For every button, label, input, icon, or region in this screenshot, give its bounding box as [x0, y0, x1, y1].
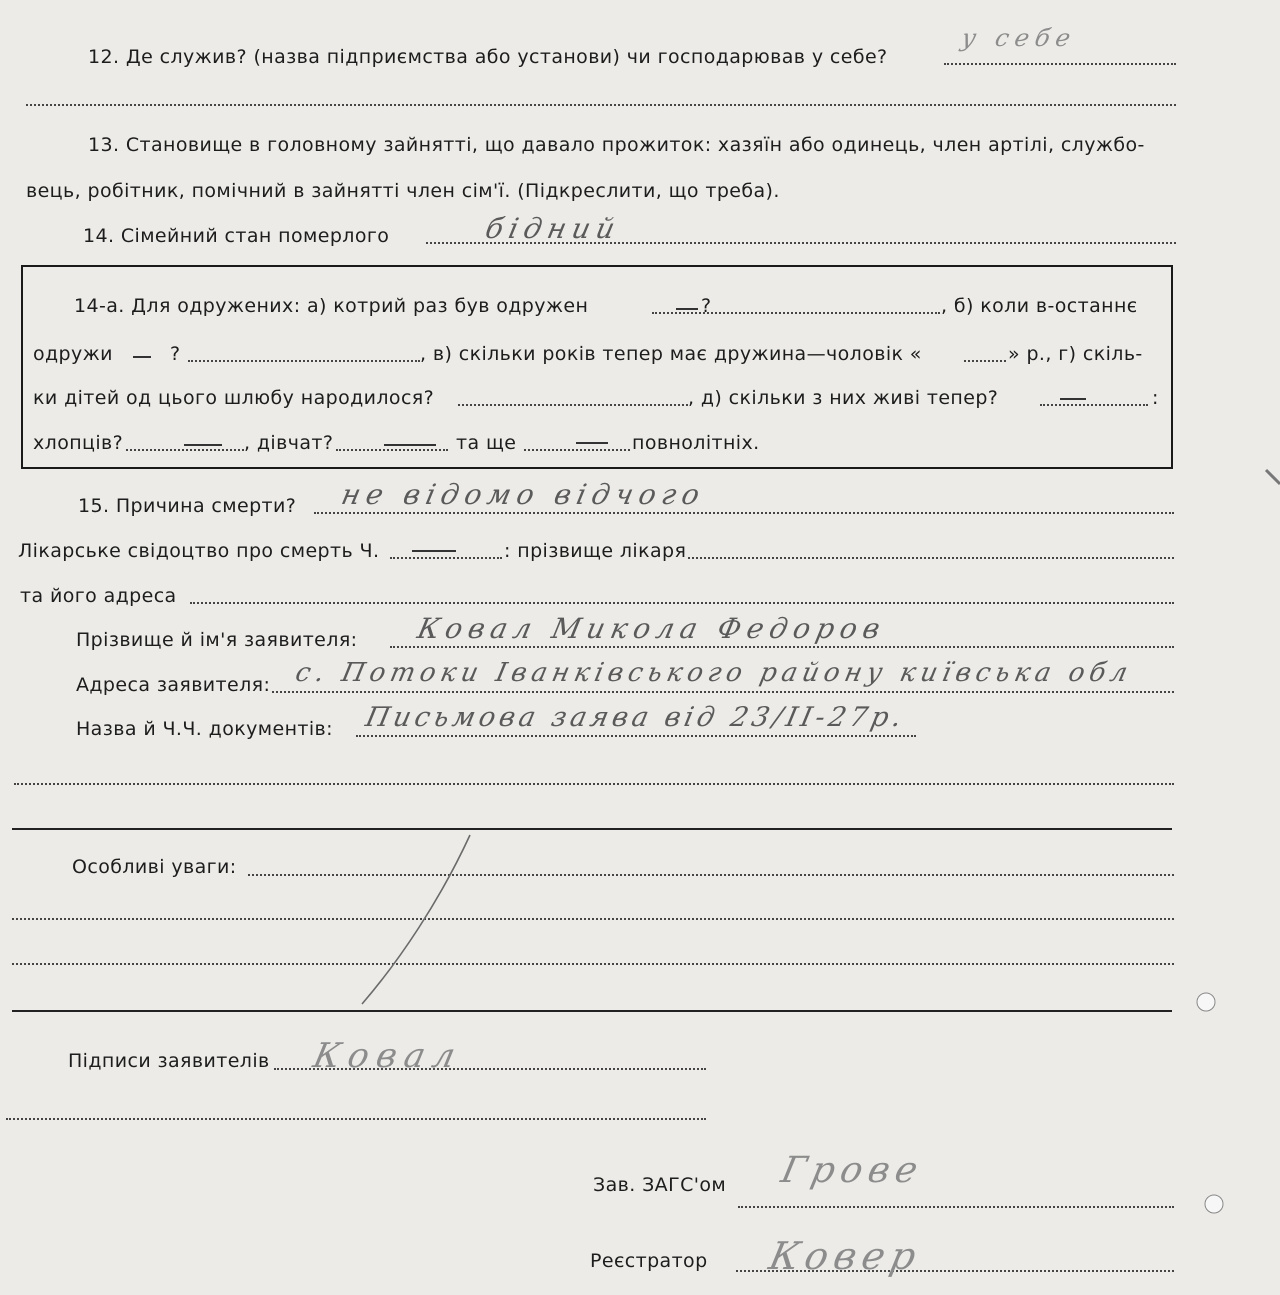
applicant-docs-value: Письмова заява від 23/ІІ-27р. — [362, 702, 909, 733]
q14a-line4-d: повнолітніх. — [632, 432, 760, 454]
applicant-docs-label: Назва й Ч.Ч. документів: — [76, 718, 333, 740]
q14a-line2-a: одружи — [33, 343, 113, 365]
q14-label: 14. Сімейний стан померлого — [83, 225, 390, 247]
q14a-line1-a: 14-а. Для одружених: а) котрий раз був одружен — [74, 295, 589, 317]
applicant-name-label: Прізвище й ім'я заявителя: — [76, 629, 358, 651]
registrar-signature: Ковер — [765, 1234, 926, 1278]
q14a-line4-a: хлопців? — [33, 432, 124, 454]
q12-answer: у себе — [959, 24, 1080, 52]
medical-cert-label: Лікарське свідоцтво про смерть Ч. — [18, 540, 380, 562]
zags-head-label: Зав. ЗАГС'ом — [593, 1174, 727, 1196]
notes-label: Особливі уваги: — [72, 856, 237, 878]
binding-hole-2 — [1205, 1195, 1223, 1213]
q13-line-1: 13. Становище в головному зайнятті, що давало прожиток: хазяїн або одинець, член артілі, службо- — [88, 134, 1145, 156]
applicant-address-label: Адреса заявителя: — [76, 674, 271, 696]
applicants-signature-value: Ковал — [309, 1036, 467, 1076]
q15-label: 15. Причина смерти? — [78, 495, 297, 517]
doctor-name-label: : прізвище лікаря — [504, 540, 687, 562]
q14a-line3-b: , д) скільки з них живі тепер? — [688, 387, 999, 409]
q14a-line1-q: ? — [701, 295, 712, 317]
q14a-line2-b: , в) скільки років тепер має дружина—чоловік « — [420, 343, 922, 365]
registrar-label: Реєстратор — [590, 1250, 708, 1272]
q14a-line3-a: ки дітей од цього шлюбу народилося? — [33, 387, 435, 409]
applicant-name-value: Ковал Микола Федоров — [414, 612, 889, 645]
q14a-line2-c: » р., г) скіль- — [1008, 343, 1143, 365]
q14a-line1-b: , б) коли в-останнє — [941, 295, 1138, 317]
q14a-line4-b: , дівчат? — [244, 432, 334, 454]
applicant-address-value: с. Потоки Іванківського району київська обл — [292, 658, 1136, 688]
cross-out-path — [362, 835, 470, 1004]
edge-mark-top — [1266, 470, 1280, 484]
q13-line-2: вець, робітник, помічний в зайнятті член сім'ї. (Підкреслити, що треба). — [26, 180, 780, 202]
q15-answer: не відомо відчого — [338, 478, 709, 511]
doctor-address-label: та його адреса — [20, 585, 177, 607]
applicants-signature-label: Підписи заявителів — [68, 1050, 270, 1072]
q14a-line4-c: та ще — [456, 432, 517, 454]
q14a-line3-c: : — [1152, 387, 1159, 409]
binding-hole-1 — [1197, 993, 1215, 1011]
q12-label: 12. Де служив? (назва підприємства або установи) чи господарював у себе? — [88, 46, 888, 68]
zags-head-signature: Грове — [777, 1150, 928, 1191]
q14a-line2-q: ? — [170, 343, 181, 365]
q14-answer: бідний — [482, 212, 624, 245]
